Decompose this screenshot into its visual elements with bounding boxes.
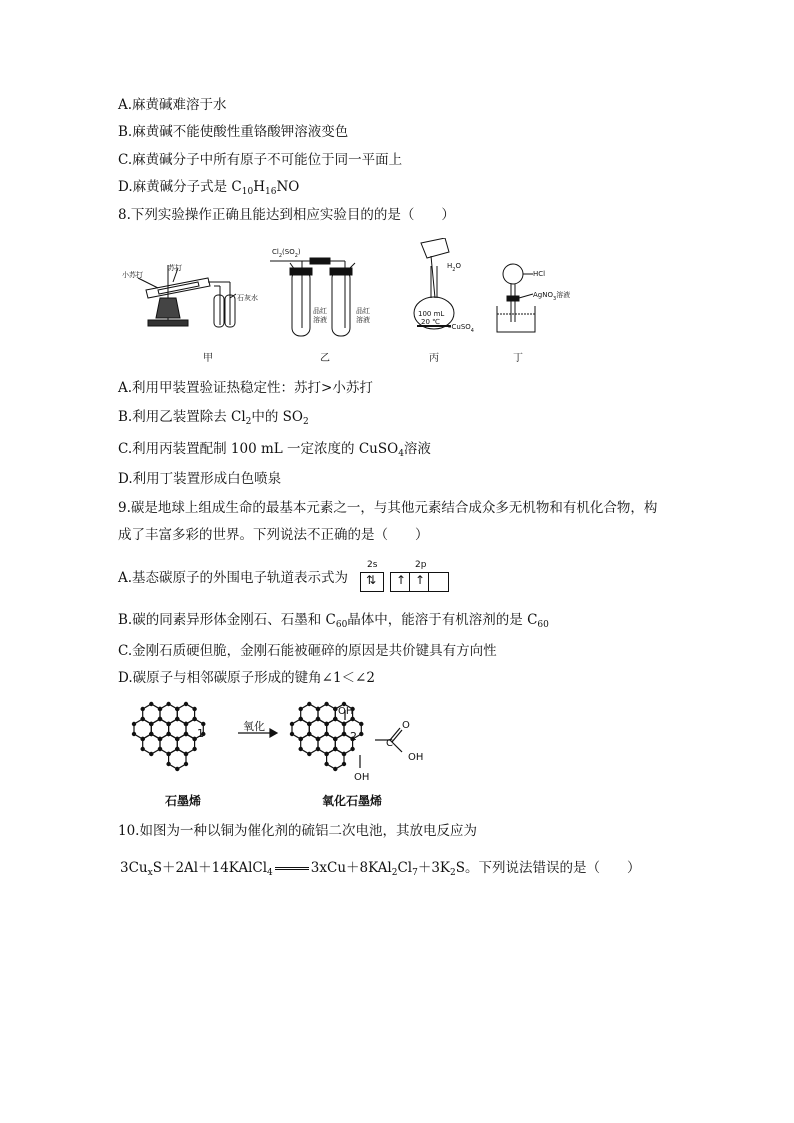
carbon-atom — [176, 737, 179, 740]
orbital-diagram — [360, 560, 460, 594]
carbon-atom — [167, 722, 170, 725]
label-so-sub: 2 — [294, 253, 298, 259]
label-h-sub: 2 — [452, 267, 456, 273]
carbon-atom — [290, 722, 293, 725]
q7-option-d-text: D.麻黄碱分子式是 C — [118, 179, 242, 195]
q8-b-text: B.利用乙装置除去 Cl — [118, 409, 246, 425]
carbon-atom — [167, 732, 170, 735]
carbon-atom — [334, 747, 337, 750]
carbon-atom — [167, 762, 170, 765]
oh-label-top: OH — [338, 706, 354, 717]
label-sudao: 苏打 — [168, 264, 182, 272]
carbon-atom — [325, 752, 328, 755]
carbon-atom — [342, 752, 345, 755]
q7-option-d — [118, 177, 299, 202]
hexagon-ring — [169, 749, 186, 769]
label-bing: 丙 — [429, 353, 439, 364]
orbital-2p-label: 2p — [415, 560, 427, 570]
label-agno: AgNO — [533, 291, 553, 299]
carbon-atom — [184, 702, 187, 705]
carbon-atom — [141, 737, 144, 740]
label-agno-sub: 3 — [552, 296, 557, 302]
q9-stem-1: 9.碳是地球上组成生命的最基本元素之一，与其他元素结合成众多无机物和有机化合物，构 — [118, 500, 658, 516]
q8-c-sub: 4 — [398, 449, 404, 459]
carbon-atom — [158, 717, 161, 720]
carbon-atom — [141, 717, 144, 720]
apparatus-jia — [118, 240, 268, 340]
carbon-atom — [158, 707, 161, 710]
carbon-atom — [184, 732, 187, 735]
label-agno3 — [533, 290, 570, 302]
label-xiaosuda: 小苏打 — [122, 271, 143, 279]
carbon-atom — [299, 717, 302, 720]
hexagon-ring — [143, 734, 160, 754]
updown-arrow-icon: ⇅ — [366, 573, 377, 587]
q9-option-a: A.基态碳原子的外围电子轨道表示式为 — [118, 570, 349, 586]
orbital-2s-label: 2s — [367, 560, 378, 570]
q7-sub-16: 16 — [265, 187, 277, 197]
eq-part-c: 3xCu＋8KAl — [310, 860, 392, 876]
carbon-atom — [167, 702, 170, 705]
q9-b-text: B.碳的同素异形体金刚石、石墨和 C — [118, 612, 336, 628]
angle-1-label: 1 — [197, 727, 204, 740]
carbon-atom — [360, 722, 363, 725]
q9-b-mid: 晶体中，能溶于有机溶剂的是 C — [347, 612, 538, 628]
carbon-atom — [150, 732, 153, 735]
label-rongye1: 溶液 — [313, 316, 327, 324]
oh-label-bottom: OH — [354, 772, 370, 783]
q7-option-a: A.麻黄碱难溶于水 — [118, 97, 227, 113]
eq-part-b: S＋2Al＋14KAlCl — [152, 860, 268, 876]
label-hcl: HCl — [533, 270, 546, 278]
carbon-atom — [193, 707, 196, 710]
label-o: O — [455, 262, 461, 270]
carbon-atom — [158, 737, 161, 740]
hexagon-ring — [327, 749, 344, 769]
carbon-atom — [176, 747, 179, 750]
carbon-atom — [351, 717, 354, 720]
label-ding: 丁 — [513, 353, 523, 364]
carbon-atom — [150, 752, 153, 755]
carbon-atom — [316, 747, 319, 750]
label-pinhong2: 品红 — [356, 307, 370, 315]
label-shihuishui: 石灰水 — [237, 294, 258, 302]
q8-c-end: 溶液 — [403, 441, 431, 457]
eq-sub-7: 7 — [412, 868, 418, 878]
eq-arrow — [275, 867, 309, 870]
label-cuso-sub: 4 — [470, 328, 474, 334]
carbon-atom — [351, 747, 354, 750]
q9-b-sub1: 60 — [335, 620, 348, 630]
label-cl: Cl — [272, 248, 279, 256]
carbon-atom — [334, 737, 337, 740]
q8-b-sub1: 2 — [245, 417, 252, 427]
q8-stem: 8.下列实验操作正确且能达到相应实验目的的是（ ） — [118, 207, 455, 223]
eq-sub-4: 4 — [267, 868, 273, 878]
up-arrow-icon: ↑ — [415, 573, 426, 587]
carbon-atom — [176, 767, 179, 770]
up-arrow-icon: ↑ — [396, 573, 407, 587]
carbon-atom — [184, 722, 187, 725]
carbon-atom — [316, 737, 319, 740]
label-cuso4: –CuSO$_4$ — [448, 323, 474, 334]
q8-option-a: A.利用甲装置验证热稳定性：苏打>小苏打 — [118, 380, 373, 396]
q8-option-c — [118, 439, 431, 464]
carbon-atom — [184, 752, 187, 755]
carbon-atom — [176, 717, 179, 720]
carbon-atom — [334, 707, 337, 710]
q9-stem-2: 成了丰富多彩的世界。下列说法不正确的是（ ） — [118, 527, 429, 543]
carbon-atom — [193, 747, 196, 750]
q7-option-b: B.麻黄碱不能使酸性重铬酸钾溶液变色 — [118, 124, 349, 140]
carbon-atom — [308, 722, 311, 725]
carbon-label: C — [386, 738, 393, 749]
eq-sub-2a: 2 — [391, 868, 398, 878]
q8-option-d: D.利用丁装置形成白色喷泉 — [118, 471, 282, 487]
label-100ml: 100 mL — [418, 310, 445, 318]
oh-label-right: OH — [408, 752, 424, 763]
label-rongye2: 溶液 — [356, 316, 370, 324]
angle-2-label: 2 — [350, 730, 357, 743]
label-close: ) — [297, 248, 301, 256]
label-so: (SO — [282, 248, 295, 256]
eq-sub-x: x — [147, 868, 153, 878]
q7-option-c: C.麻黄碱分子中所有原子不可能位于同一平面上 — [118, 152, 403, 168]
carbon-atom — [141, 747, 144, 750]
q10-stem: 10.如图为一种以铜为催化剂的硫铝二次电池，其放电反应为 — [118, 823, 477, 839]
carbon-atom — [316, 707, 319, 710]
carbon-atom — [299, 747, 302, 750]
q7-no: NO — [276, 179, 300, 195]
carbon-atom — [334, 717, 337, 720]
q8-b-sub2: 2 — [303, 417, 309, 427]
carbon-atom — [132, 722, 135, 725]
apparatus-yi — [270, 248, 380, 340]
carbon-atom — [342, 762, 345, 765]
eq-part-a: 3Cu — [120, 860, 148, 876]
carbon-atom — [202, 722, 205, 725]
carbon-atom — [290, 732, 293, 735]
carbon-atom — [342, 722, 345, 725]
carbon-atom — [132, 732, 135, 735]
carbon-atom — [150, 722, 153, 725]
label-cl2-so2 — [272, 248, 301, 259]
q8-c-text: C.利用丙装置配制 100 mL 一定浓度的 CuSO — [118, 441, 399, 457]
carbon-atom — [342, 732, 345, 735]
carbon-atom — [325, 722, 328, 725]
carbon-atom — [325, 732, 328, 735]
carbon-atom — [299, 737, 302, 740]
q10-equation — [120, 858, 641, 883]
label-cuso: CuSO — [451, 323, 471, 331]
arrow-label-oxidation: 氧化 — [243, 720, 265, 733]
label-pinhong1: 品红 — [313, 307, 327, 315]
q9-option-c: C.金刚石质硬但脆，金刚石能被砸碎的原因是共价键具有方向性 — [118, 643, 497, 659]
carbon-atom — [176, 707, 179, 710]
carbon-atom — [141, 707, 144, 710]
carbon-atom — [184, 762, 187, 765]
label-agno3-rongye: 溶液 — [556, 291, 571, 299]
orbital-2p-box-3 — [428, 572, 449, 592]
oxidized-graphene-caption: 氧化石墨烯 — [322, 794, 383, 808]
label-h2o — [447, 262, 461, 273]
eq-part-e: ＋3K — [417, 860, 451, 876]
q9-option-d: D.碳原子与相邻碳原子形成的键角∠1＜∠2 — [118, 670, 375, 686]
label-yi: 乙 — [320, 353, 330, 364]
carbon-atom — [325, 702, 328, 705]
carbon-atom — [360, 732, 363, 735]
label-cl-sub: 2 — [278, 253, 283, 259]
carbon-atom — [308, 752, 311, 755]
q8-b-mid: 中的 SO — [251, 409, 303, 425]
graphene-caption: 石墨烯 — [165, 794, 202, 808]
graphene-figure — [120, 700, 420, 785]
carbon-atom — [193, 717, 196, 720]
carbonyl-o-label: O — [402, 720, 410, 731]
carbon-atom — [150, 702, 153, 705]
eq-part-f: S。下列说法错误的是（ ） — [455, 860, 641, 876]
label-20c: 20 ℃ — [421, 318, 440, 326]
q7-h: H — [253, 179, 265, 195]
carbon-atom — [167, 752, 170, 755]
carbon-atom — [158, 747, 161, 750]
carbon-atom — [334, 767, 337, 770]
eq-sub-2b: 2 — [450, 868, 456, 878]
q7-sub-10: 10 — [241, 187, 254, 197]
carbon-atom — [308, 732, 311, 735]
carbon-atom — [325, 762, 328, 765]
q9-option-b — [118, 610, 549, 635]
q8-option-b — [118, 407, 309, 432]
carbon-atom — [308, 702, 311, 705]
label-h: H — [447, 262, 453, 270]
label-jia: 甲 — [203, 353, 213, 364]
carbon-atom — [316, 717, 319, 720]
hexagon-ring — [301, 734, 318, 754]
q9-b-sub2: 60 — [537, 620, 549, 630]
carbon-atom — [193, 737, 196, 740]
eq-part-d: Cl — [397, 860, 413, 876]
carbon-atom — [299, 707, 302, 710]
